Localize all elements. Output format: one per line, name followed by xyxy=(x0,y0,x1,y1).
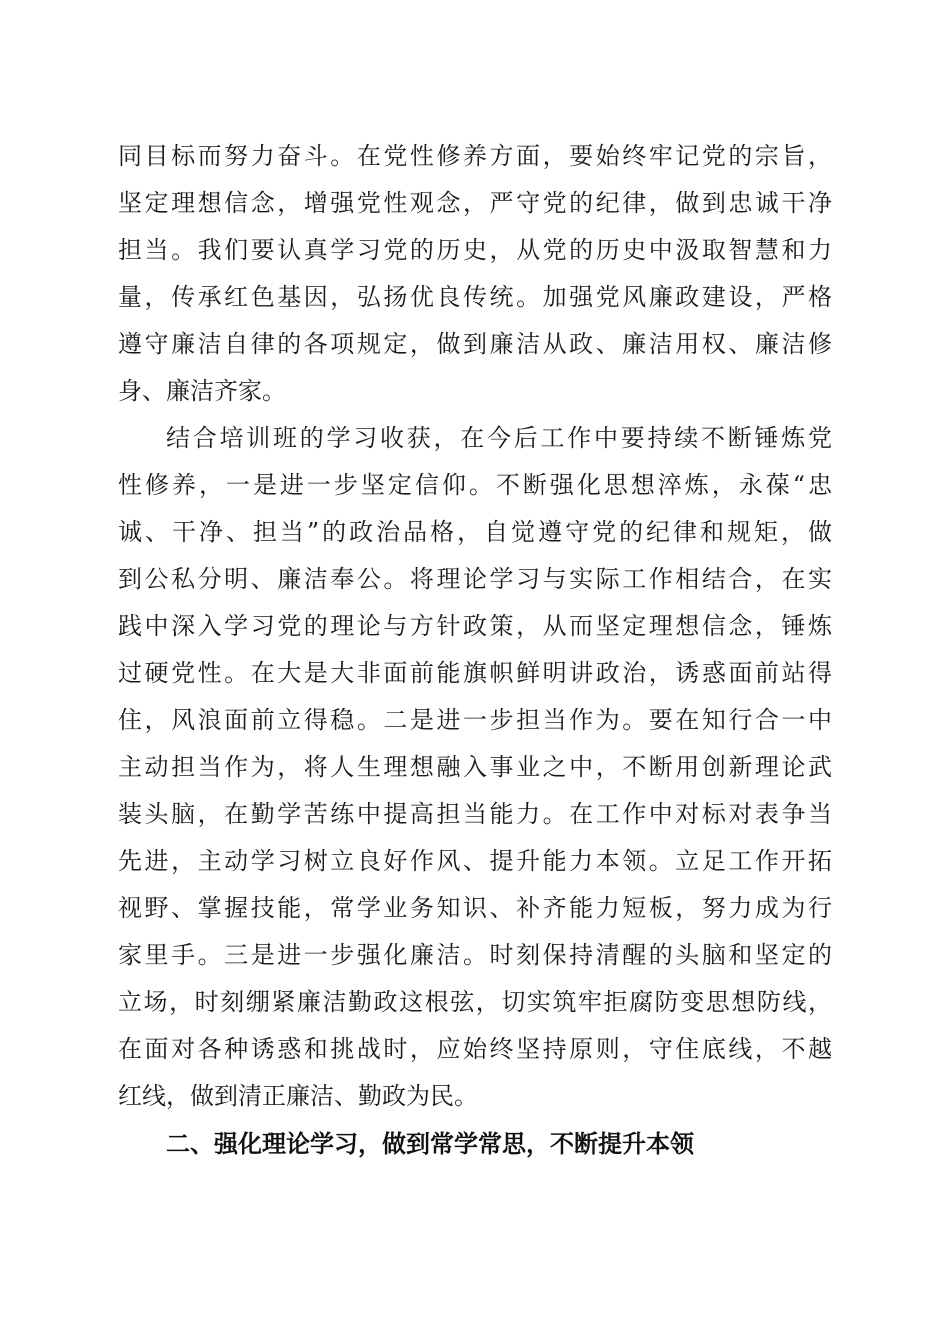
paragraph-1-line-6: 身、廉洁齐家。 xyxy=(118,377,286,405)
paragraph-2-line-9: 装头脑，在勤学苦练中提高担当能力。在工作中对标对表争当 xyxy=(118,800,832,828)
paragraph-2-line-5: 践中深入学习党的理论与方针政策，从而坚定理想信念，锤炼 xyxy=(118,612,832,640)
paragraph-2-line-15: 红线，做到清正廉洁、勤政为民。 xyxy=(118,1082,478,1110)
paragraph-1-line-1: 同目标而努力奋斗。在党性修养方面，要始终牢记党的宗旨， xyxy=(118,142,832,170)
paragraph-2-line-8: 主动担当作为，将人生理想融入事业之中，不断用创新理论武 xyxy=(118,753,832,781)
paragraph-1-line-3: 担当。我们要认真学习党的历史，从党的历史中汲取智慧和力 xyxy=(118,236,832,264)
paragraph-1-line-2: 坚定理想信念，增强党性观念，严守党的纪律，做到忠诚干净 xyxy=(118,189,832,217)
paragraph-2-line-13: 立场，时刻绷紧廉洁勤政这根弦，切实筑牢拒腐防变思想防线， xyxy=(118,988,832,1016)
paragraph-1-line-4: 量，传承红色基因，弘扬优良传统。加强党风廉政建设，严格 xyxy=(118,283,832,311)
paragraph-2-line-12: 家里手。三是进一步强化廉洁。时刻保持清醒的头脑和坚定的 xyxy=(118,941,832,969)
paragraph-2-line-6: 过硬党性。在大是大非面前能旗帜鲜明讲政治，诱惑面前站得 xyxy=(118,659,832,687)
paragraph-2-line-11: 视野、掌握技能，常学业务知识、补齐能力短板，努力成为行 xyxy=(118,894,832,922)
paragraph-2-line-3: 诚、干净、担当”的政治品格，自觉遵守党的纪律和规矩，做 xyxy=(118,518,832,546)
paragraph-2-line-10: 先进，主动学习树立良好作风、提升能力本领。立足工作开拓 xyxy=(118,847,832,875)
paragraph-2-line-7: 住，风浪面前立得稳。二是进一步担当作为。要在知行合一中 xyxy=(118,706,832,734)
paragraph-1-line-5: 遵守廉洁自律的各项规定，做到廉洁从政、廉洁用权、廉洁修 xyxy=(118,330,832,358)
paragraph-2-line-4: 到公私分明、廉洁奉公。将理论学习与实际工作相结合，在实 xyxy=(118,565,832,593)
section-heading: 二、强化理论学习，做到常学常思，不断提升本领 xyxy=(166,1130,694,1158)
paragraph-2-line-1: 结合培训班的学习收获，在今后工作中要持续不断锤炼党 xyxy=(166,424,832,452)
paragraph-2-line-2: 性修养，一是进一步坚定信仰。不断强化思想淬炼，永葆“忠 xyxy=(118,471,832,499)
paragraph-2-line-14: 在面对各种诱惑和挑战时，应始终坚持原则，守住底线，不越 xyxy=(118,1035,832,1063)
